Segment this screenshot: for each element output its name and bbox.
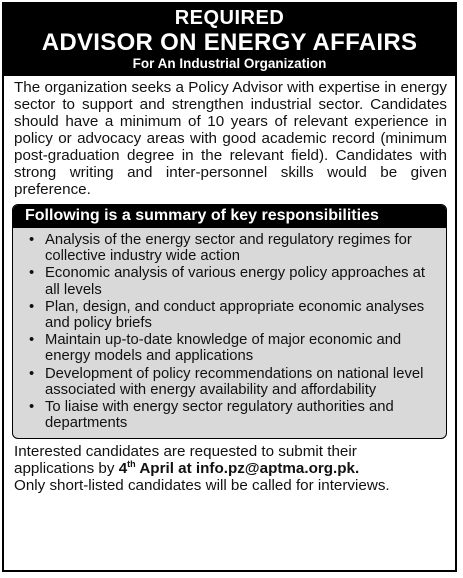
responsibility-item xyxy=(25,332,438,364)
job-subtitle: For An Industrial Organization xyxy=(132,56,327,71)
responsibility-item xyxy=(25,366,438,398)
applications-by-text: applications by xyxy=(14,460,115,478)
responsibility-text: Analysis of the energy sector and regulatory regimes for collective industry wide action xyxy=(45,232,412,265)
bullet-icon: • xyxy=(29,232,35,248)
deadline-month: April at xyxy=(139,460,192,478)
bullet-icon: • xyxy=(29,399,35,416)
deadline-day: 4 xyxy=(118,460,128,478)
bullet-icon: • xyxy=(29,332,35,349)
responsibility-text: Maintain up-to-date knowledge of major economic and energy models and applications xyxy=(45,332,402,365)
responsibilities-list xyxy=(13,228,446,438)
contact-email[interactable]: info.pz@aptma.org.pk. xyxy=(195,460,360,478)
responsibility-text: To liaise with energy sector regulatory authorities and departments xyxy=(45,399,394,432)
application-instructions xyxy=(4,439,455,494)
required-label: REQUIRED xyxy=(174,7,285,29)
responsibility-text: Development of policy recommendations on national level associated with energy availability and affordability xyxy=(45,365,424,398)
deadline-date xyxy=(119,460,192,477)
responsibilities-heading: Following is a summary of key responsibilities xyxy=(13,205,446,228)
bullet-icon: • xyxy=(29,365,35,382)
instructions-line-2 xyxy=(14,460,447,477)
responsibility-item xyxy=(25,232,438,264)
job-advertisement xyxy=(2,2,457,572)
responsibility-text: Plan, design, and conduct appropriate economic analyses and policy briefs xyxy=(45,298,425,332)
instructions-line-3: Only short-listed candidates will be called for interviews. xyxy=(14,477,390,495)
responsibilities-box xyxy=(12,204,447,439)
intro-paragraph: The organization seeks a Policy Advisor with expertise in energy sector to support and strengthen industrial sector. Candidates should have a minimum of 10 years of relevant experience in policy or advocacy areas with good academic record (minimum post-graduation degree in the relevant field). Candidates with strong writing and inter-personnel skills would be given preference. xyxy=(14,79,447,198)
instructions-line-1: Interested candidates are requested to submit their xyxy=(14,443,357,461)
responsibility-item xyxy=(25,299,438,331)
bullet-icon: • xyxy=(29,298,35,315)
responsibility-item xyxy=(25,265,438,297)
job-title: ADVISOR ON ENERGY AFFAIRS xyxy=(41,29,418,56)
responsibility-text: Economic analysis of various energy policy approaches at all levels xyxy=(45,265,425,298)
responsibility-item xyxy=(25,399,438,431)
deadline-suffix: th xyxy=(127,459,136,470)
bullet-icon: • xyxy=(29,265,35,282)
ad-header xyxy=(4,4,455,76)
